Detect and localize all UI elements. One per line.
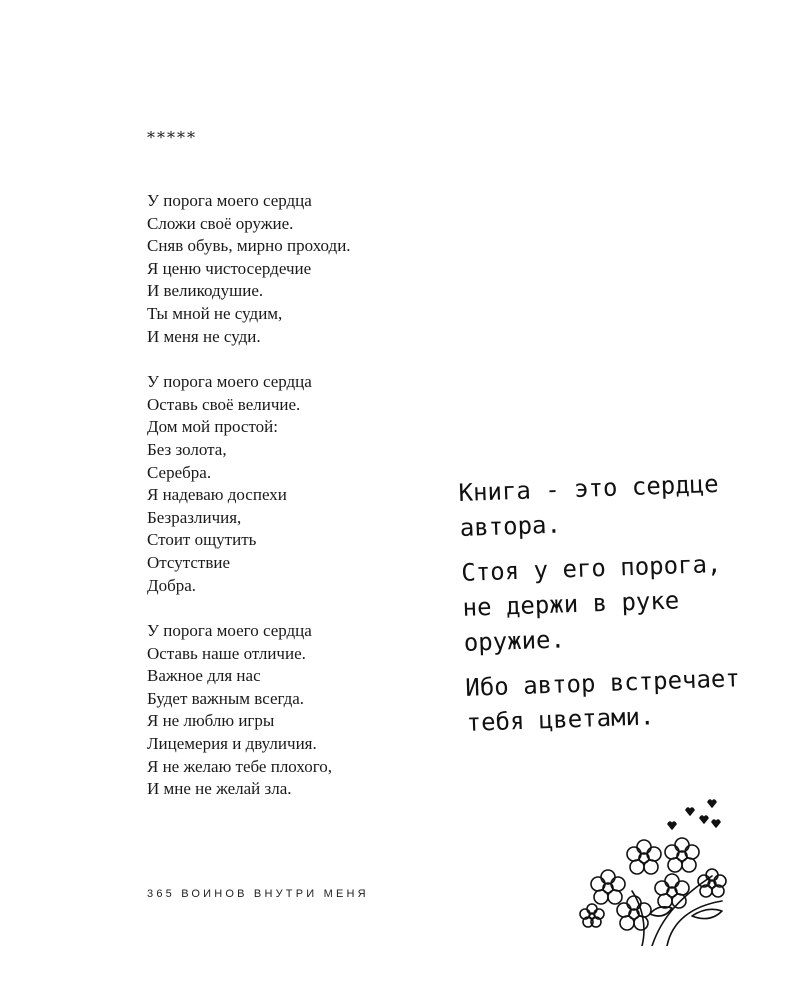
stanza-2	[147, 371, 447, 597]
poem-line: У порога моего сердца	[147, 372, 312, 392]
note-paragraph	[458, 466, 760, 546]
poem-line: Я ценю чистосердечие	[147, 258, 312, 278]
note-line: автора.	[459, 510, 562, 542]
section-separator: *****	[147, 128, 197, 147]
poem-line: Оставь наше отличие.	[147, 643, 306, 663]
stanza-3	[147, 620, 447, 801]
note-line: оружие.	[463, 625, 566, 657]
poem-line: Я не желаю тебе плохого,	[147, 756, 333, 776]
handwritten-note	[458, 466, 767, 751]
poem-line: Ты мной не судим,	[147, 303, 283, 323]
poem-line: Сложи своё оружие.	[147, 213, 294, 233]
poem-line: Серебра.	[147, 462, 212, 482]
note-paragraph	[465, 660, 767, 740]
poem-line: И великодушие.	[147, 281, 264, 301]
poem-line: Я не люблю игры	[147, 711, 275, 731]
note-line: Книга - это сердце	[458, 469, 720, 507]
note-paragraph	[461, 545, 764, 660]
poem-line: У порога моего сердца	[147, 191, 312, 210]
note-line: Стоя у его порога,	[460, 549, 722, 587]
poem-line: И меня не суди.	[147, 326, 261, 346]
poem-line: Я надеваю доспехи	[147, 485, 287, 505]
poem-line: Лицемерия и двуличия.	[147, 734, 317, 754]
poem-line: Важное для нас	[147, 666, 261, 686]
poem-line: Отсутствие	[147, 552, 231, 572]
poem-line: И мне не желай зла.	[147, 779, 292, 799]
stanza-1	[147, 190, 447, 348]
poem-line: Сняв обувь, мирно проходи.	[147, 236, 351, 256]
poem-line: Без золота,	[147, 439, 227, 459]
note-line: Ибо автор встречает	[464, 664, 741, 702]
poem-line: Стоит ощутить	[147, 530, 257, 550]
poem-line: Дом мой простой:	[147, 417, 278, 437]
flowers-doodle-icon	[572, 796, 732, 946]
poem-line: Оставь своё величие.	[147, 394, 301, 414]
running-footer: 365 ВОИНОВ ВНУТРИ МЕНЯ	[147, 888, 369, 900]
note-line: тебя цветами.	[466, 702, 655, 737]
note-line: не держи в руке	[462, 586, 680, 622]
poem	[147, 190, 447, 824]
poem-line: Добра.	[147, 575, 197, 595]
poem-line: Будет важным всегда.	[147, 688, 305, 708]
poem-line: У порога моего сердца	[147, 621, 312, 641]
poem-line: Безразличия,	[147, 507, 242, 527]
